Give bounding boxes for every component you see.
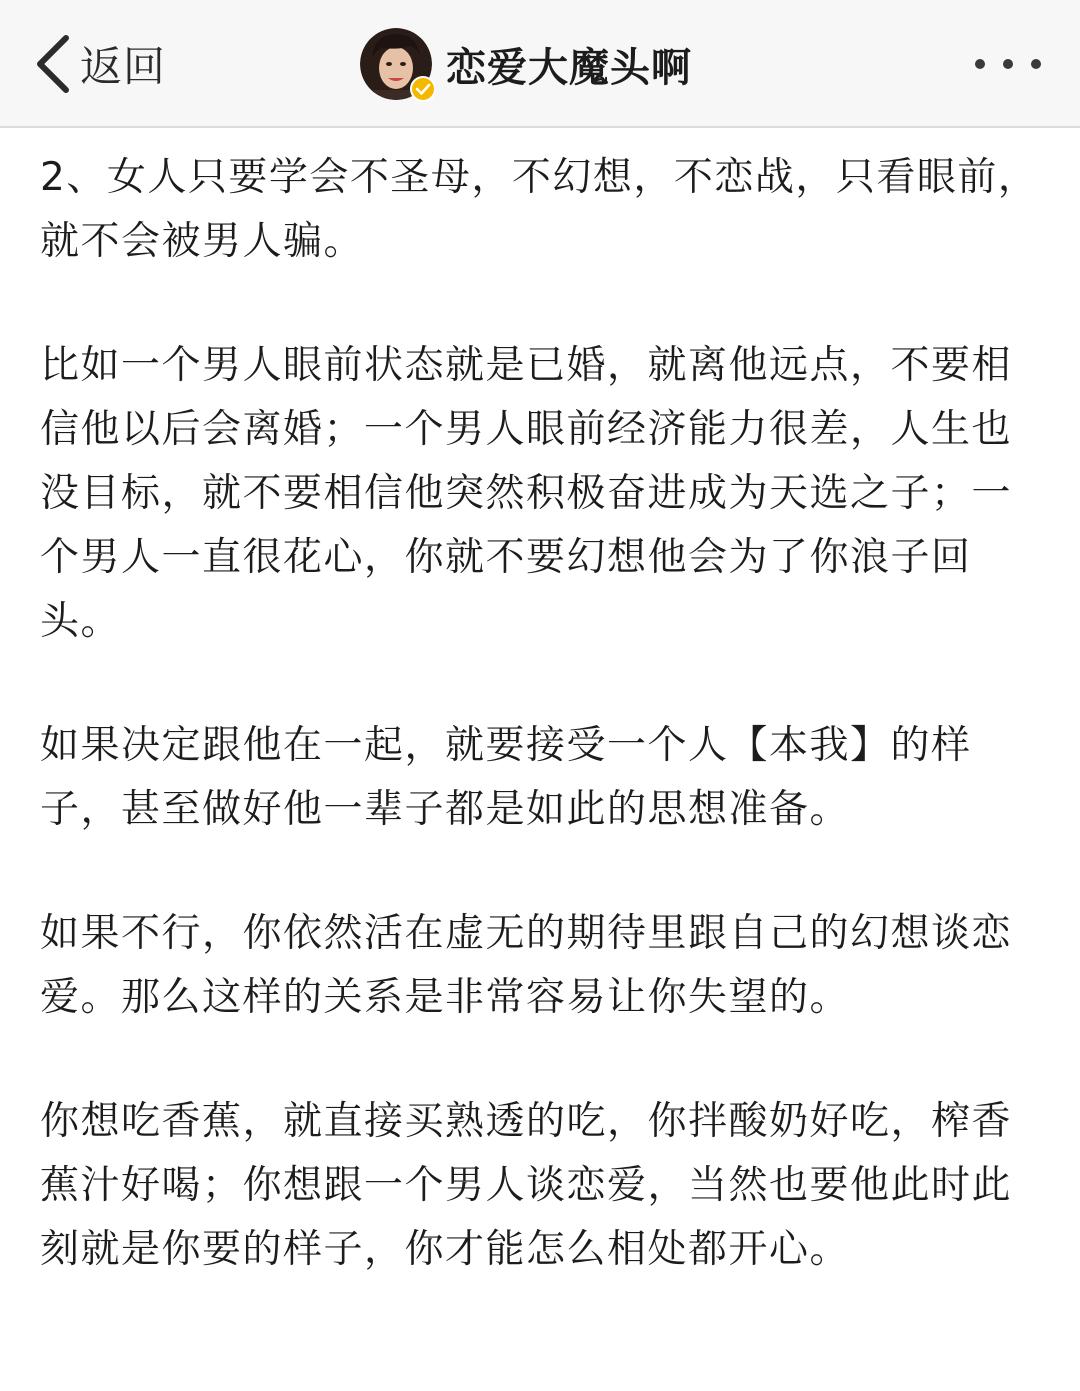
verified-badge-icon [410, 76, 436, 102]
navigation-bar [0, 0, 1080, 128]
post-paragraph: 如果决定跟他在一起，就要接受一个人【本我】的样子，甚至做好他一辈子都是如此的思想准备。 [40, 723, 972, 832]
more-dots-icon[interactable] [968, 44, 1048, 84]
back-label: 返回 [80, 42, 167, 91]
profile-header[interactable] [360, 26, 692, 102]
post-paragraph: 如果不行，你依然活在虚无的期待里跟自己的幻想谈恋爱。那么这样的关系是非常容易让你失望的。 [40, 911, 1013, 1020]
username[interactable]: 恋爱大魔头啊 [446, 44, 692, 91]
post-paragraph: 比如一个男人眼前状态就是已婚，就离他远点，不要相信他以后会离婚；一个男人眼前经济能力很差，人生也没目标，就不要相信他突然积极奋进成为天选之子；一个男人一直很花心，你就不要幻想他会为了你浪子回头。 [40, 343, 1013, 644]
avatar[interactable] [360, 28, 432, 100]
back-button[interactable] [30, 30, 166, 98]
chevron-left-icon [30, 30, 76, 98]
post-paragraph: 2、女人只要学会不圣母，不幻想，不恋战，只看眼前，就不会被男人骗。 [40, 155, 1039, 264]
post-paragraph: 你想吃香蕉，就直接买熟透的吃，你拌酸奶好吃，榨香蕉汁好喝；你想跟一个男人谈恋爱，当然也要他此时此刻就是你要的样子，你才能怎么相处都开心。 [40, 1099, 1013, 1272]
post-content [40, 146, 1050, 1342]
